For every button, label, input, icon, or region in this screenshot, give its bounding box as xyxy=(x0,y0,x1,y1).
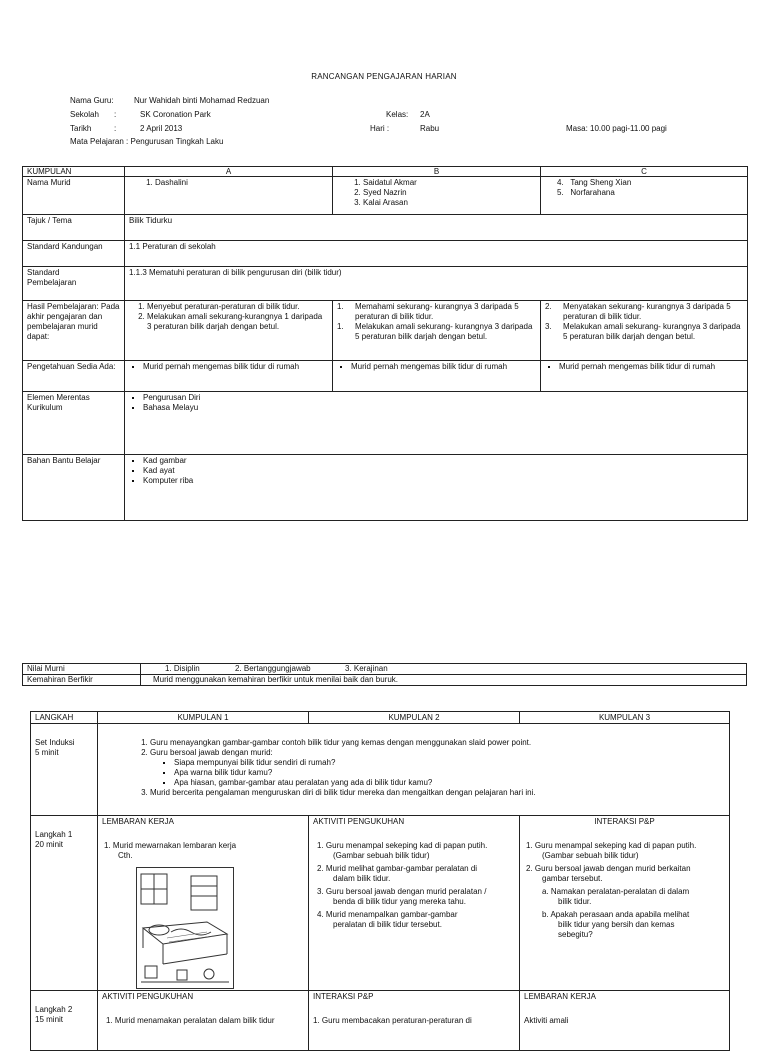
murid-item: 1. Saidatul Akmar xyxy=(363,178,536,188)
masa: Masa: 10.00 pagi-11.00 pagi xyxy=(566,124,667,133)
l1-k3-heading: INTERAKSI P&P xyxy=(594,817,655,826)
langkah-2-label xyxy=(31,991,98,1051)
l1-k1-example: Cth. xyxy=(118,851,133,860)
l1-k3-line: sebegitu? xyxy=(558,930,593,939)
l2-k3-item: Aktiviti amali xyxy=(524,1016,569,1025)
murid-c xyxy=(541,177,748,215)
l1-k3-line: a. Namakan peralatan-peralatan di dalam xyxy=(542,887,690,896)
tajuk-label: Tajuk / Tema xyxy=(23,215,125,241)
tarikh-label: Tarikh xyxy=(70,124,92,133)
langkah-2-time: 15 minit xyxy=(35,1015,64,1024)
l1-k2-line: peralatan di bilik tidur tersebut. xyxy=(333,920,442,929)
set-item xyxy=(150,748,725,788)
tajuk: Bilik Tidurku xyxy=(125,215,748,241)
hp-item: Menyatakan sekurang- kurangnya 3 daripada 5 peraturan di bilik tidur. xyxy=(563,302,731,321)
emk-item: ▪ Pengurusan Diri xyxy=(143,393,743,403)
kumpulan-header: KUMPULAN xyxy=(23,167,125,177)
sk-label: Standard Kandungan xyxy=(23,241,125,267)
hp-item: 1. Menyebut peraturan-peraturan di bilik tidur. xyxy=(147,302,328,312)
sekolah-colon: : xyxy=(114,110,117,119)
hp-c xyxy=(541,301,748,361)
kumpulan-3-header: KUMPULAN 3 xyxy=(520,712,730,724)
nilai-item: 1. Disiplin xyxy=(165,664,200,673)
bedroom-worksheet-picture xyxy=(136,867,234,989)
nama-guru: Nur Wahidah binti Mohamad Redzuan xyxy=(134,96,270,105)
l2-k2-item: 1. Guru membacakan peraturan-peraturan di xyxy=(313,1016,472,1025)
hp-b xyxy=(333,301,541,361)
ps-a xyxy=(125,361,333,392)
nilai-label: Nilai Murni xyxy=(23,664,141,675)
nilai-item: 3. Kerajinan xyxy=(345,664,388,673)
set-induksi-time: 5 minit xyxy=(35,748,59,757)
l1-k3-line: b. Apakah perasaan anda apabila melihat xyxy=(542,910,690,919)
langkah-2-k3 xyxy=(520,991,730,1051)
set-question: ▪ Siapa mempunyai bilik tidur sendiri di rumah? xyxy=(174,758,725,768)
sp-label-line: Pembelajaran xyxy=(27,278,77,287)
emk-label: Elemen Merentas Kurikulum xyxy=(23,392,125,455)
sekolah-label: Sekolah xyxy=(70,110,99,119)
hari-label: Hari : xyxy=(370,124,390,133)
l2-k1-item: 1. Murid menamakan peralatan dalam bilik tidur xyxy=(106,1016,275,1025)
langkah-1-time: 20 minit xyxy=(35,840,64,849)
bbb xyxy=(125,455,748,521)
steps-table xyxy=(30,711,730,1051)
langkah-header: LANGKAH xyxy=(31,712,98,724)
set-item: 1. Guru menayangkan gambar-gambar contoh bilik tidur yang kemas dengan menggunakan slaid power point. xyxy=(150,738,725,748)
l1-k1-item: 1. Murid mewarnakan lembaran kerja xyxy=(104,841,237,850)
tarikh-colon: : xyxy=(114,124,117,133)
sekolah: SK Coronation Park xyxy=(140,110,211,119)
ps-c xyxy=(541,361,748,392)
murid-item: 3. Kalai Arasan xyxy=(363,198,536,208)
nilai-murni xyxy=(141,664,747,675)
sp-label xyxy=(23,267,125,301)
langkah-2-k1 xyxy=(98,991,309,1051)
l1-k2-heading: AKTIVITI PENGUKUHAN xyxy=(313,817,405,826)
ps-label: Pengetahuan Sedia Ada: xyxy=(23,361,125,392)
murid-item: Tang Sheng Xian xyxy=(570,178,632,187)
standard-pembelajaran: 1.1.3 Mematuhi peraturan di bilik pengurusan diri (bilik tidur) xyxy=(125,267,748,301)
hp-num: 1. xyxy=(337,302,344,311)
murid-b xyxy=(333,177,541,215)
kumpulan-2-header: KUMPULAN 2 xyxy=(309,712,520,724)
bedroom-drawing xyxy=(137,868,233,988)
l1-k2-line: benda di bilik tidur yang mereka tahu. xyxy=(333,897,466,906)
l1-k3-line: 2. Guru bersoal jawab dengan murid berkaitan xyxy=(526,864,691,873)
sp-label-line: Standard xyxy=(27,268,60,277)
l1-k3-line: bilik tidur. xyxy=(558,897,592,906)
set-induksi xyxy=(98,724,730,816)
murid-a xyxy=(125,177,333,215)
l1-k3-line: gambar tersebut. xyxy=(542,874,603,883)
murid-item: Norfarahana xyxy=(570,188,615,197)
hari: Rabu xyxy=(420,124,440,133)
kelas-label: Kelas: xyxy=(386,110,409,119)
standard-kandungan: 1.1 Peraturan di sekolah xyxy=(125,241,748,267)
langkah-2-title: Langkah 2 xyxy=(35,1005,73,1014)
langkah-1-title: Langkah 1 xyxy=(35,830,73,839)
bbb-item: ▪ Komputer riba xyxy=(143,476,743,486)
bbb-label: Bahan Bantu Belajar xyxy=(23,455,125,521)
col-b-header: B xyxy=(333,167,541,177)
l1-k3-line: bilik tidur yang bersih dan kemas xyxy=(558,920,675,929)
langkah-1-label xyxy=(31,816,98,991)
l1-k2-line: 1. Guru menampal sekeping kad di papan putih. xyxy=(317,841,488,850)
hp-a xyxy=(125,301,333,361)
mata-pelajaran: Mata Pelajaran : Pengurusan Tingkah Laku xyxy=(70,137,224,146)
langkah-1-k1 xyxy=(98,816,309,991)
nama-guru-label: Nama Guru: xyxy=(70,96,114,105)
hp-num: 1. xyxy=(337,322,344,331)
document-title: RANCANGAN PENGAJARAN HARIAN xyxy=(311,72,457,81)
col-a-header: A xyxy=(125,167,333,177)
lesson-info-table xyxy=(22,166,748,521)
l2-k3-heading: LEMBARAN KERJA xyxy=(524,992,597,1001)
nama-murid-label: Nama Murid xyxy=(23,177,125,215)
ps-item: ▪ Murid pernah mengemas bilik tidur di rumah xyxy=(559,362,743,372)
ps-item: ▪ Murid pernah mengemas bilik tidur di rumah xyxy=(351,362,536,372)
l1-k2-line: dalam bilik tidur. xyxy=(333,874,391,883)
murid-item: 1. Dashalini xyxy=(155,178,328,188)
ps-item: ▪ Murid pernah mengemas bilik tidur di rumah xyxy=(143,362,328,372)
tarikh: 2 April 2013 xyxy=(140,124,183,133)
hp-label: Hasil Pembelajaran: Pada akhir pengajaran dan pembelajaran murid dapat: xyxy=(23,301,125,361)
l2-k1-heading: AKTIVITI PENGUKUHAN xyxy=(102,992,194,1001)
set-induksi-label xyxy=(31,724,98,816)
values-table xyxy=(22,663,747,686)
kb-label: Kemahiran Berfikir xyxy=(23,675,141,686)
nilai-item: 2. Bertanggungjawab xyxy=(235,664,311,673)
hp-item: Memahami sekurang- kurangnya 3 daripada 5 peraturan di bilik tidur. xyxy=(355,302,519,321)
set-item-text: Guru bersoal jawab dengan murid: xyxy=(150,748,273,757)
emk-item: ▪ Bahasa Melayu xyxy=(143,403,743,413)
langkah-1-k3 xyxy=(520,816,730,991)
l1-k2-line: 4. Murid menampalkan gambar-gambar xyxy=(317,910,458,919)
col-c-header: C xyxy=(541,167,748,177)
langkah-1-k2 xyxy=(309,816,520,991)
hp-num: 2. xyxy=(545,302,552,311)
l1-k2-line: (Gambar sebuah bilik tidur) xyxy=(333,851,430,860)
l1-k3-line: (Gambar sebuah bilik tidur) xyxy=(542,851,639,860)
l1-k1-heading: LEMBARAN KERJA xyxy=(102,817,175,826)
murid-num: 4. xyxy=(557,178,564,187)
hp-item: 2. Melakukan amali sekurang-kurangnya 1 daripada 3 peraturan bilik darjah dengan betul. xyxy=(147,312,328,332)
l1-k2-line: 3. Guru bersoal jawab dengan murid peralatan / xyxy=(317,887,487,896)
kumpulan-1-header: KUMPULAN 1 xyxy=(98,712,309,724)
emk xyxy=(125,392,748,455)
kelas: 2A xyxy=(420,110,430,119)
ps-b xyxy=(333,361,541,392)
l1-k3-line: 1. Guru menampal sekeping kad di papan putih. xyxy=(526,841,697,850)
l2-k2-heading: INTERAKSI P&P xyxy=(313,992,374,1001)
hp-item: Melakukan amali sekurang- kurangnya 3 daripada 5 peraturan bilik darjah dengan betul. xyxy=(355,322,533,341)
kemahiran-berfikir: Murid menggunakan kemahiran berfikir untuk menilai baik dan buruk. xyxy=(141,675,747,686)
hp-item: Melakukan amali sekurang- kurangnya 3 daripada 5 peraturan bilik darjah dengan betul. xyxy=(563,322,741,341)
bbb-item: ▪ Kad gambar xyxy=(143,456,743,466)
set-item: 3. Murid bercerita pengalaman menguruskan diri di bilik tidur mereka dan mengaitkan dengan pelajaran hari ini. xyxy=(150,788,725,798)
l1-k2-line: 2. Murid melihat gambar-gambar peralatan di xyxy=(317,864,478,873)
set-induksi-title: Set Induksi xyxy=(35,738,75,747)
hp-num: 3. xyxy=(545,322,552,331)
bbb-item: ▪ Kad ayat xyxy=(143,466,743,476)
murid-num: 5. xyxy=(557,188,564,197)
set-question: ▪ Apa warna bilik tidur kamu? xyxy=(174,768,725,778)
set-question: ▪ Apa hiasan, gambar-gambar atau peralatan yang ada di bilik tidur kamu? xyxy=(174,778,725,788)
murid-item: 2. Syed Nazrin xyxy=(363,188,536,198)
langkah-2-k2 xyxy=(309,991,520,1051)
